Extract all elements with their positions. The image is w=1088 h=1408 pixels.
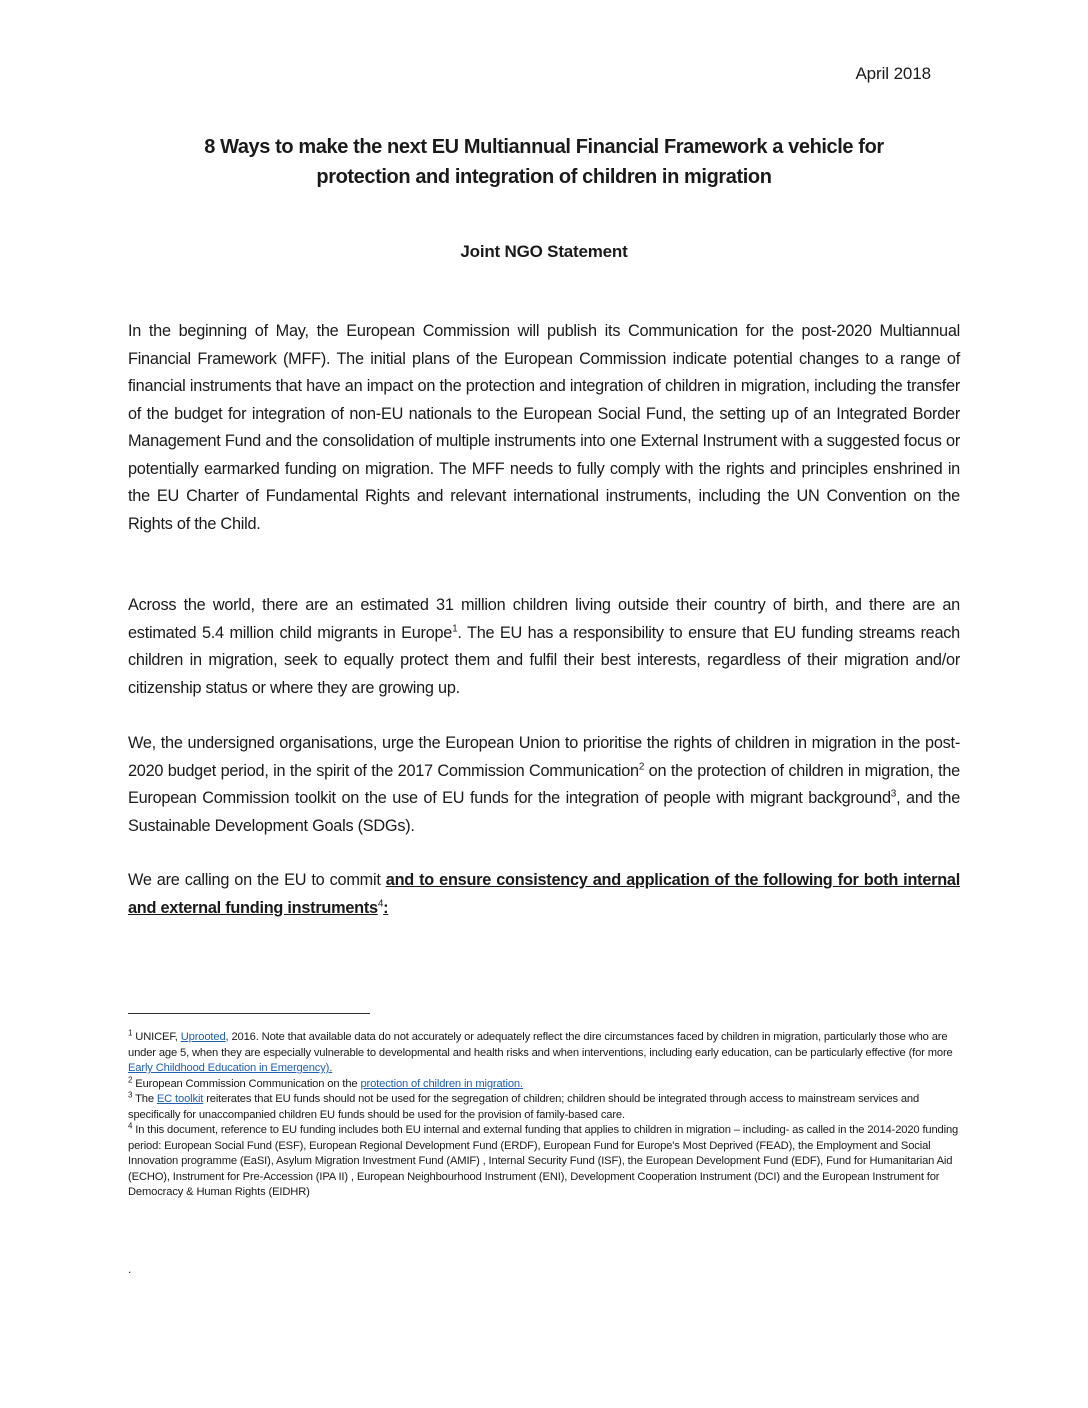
title-line-1: 8 Ways to make the next EU Multiannual Financial Framework a vehicle for — [204, 136, 884, 158]
emphasized-text: and to ensure consistency and application of the following for both internal and external funding instruments — [128, 871, 960, 917]
paragraph-statistics — [128, 592, 960, 702]
paragraph-urge — [128, 730, 960, 840]
paragraph-text: , and the Sustainable Development Goals (SDGs). — [128, 789, 961, 835]
document-date: April 2018 — [855, 64, 931, 83]
footnotes-section — [128, 1030, 960, 1201]
paragraph-calling — [128, 867, 960, 922]
footnote-ref-3[interactable]: 3 — [890, 788, 897, 800]
footnote-4 — [128, 1123, 960, 1201]
protection-children-link[interactable]: protection of children in migration. — [360, 1077, 523, 1090]
document-title — [128, 132, 960, 192]
footnote-3 — [128, 1092, 960, 1123]
title-line-2: protection and integration of children in migration — [316, 166, 772, 188]
paragraph-text: We, the undersigned organisations, urge the European Union to prioritise the rights of children in migration in the post-2020 budget period, in the spirit of the 2017 Commission Communication — [128, 734, 960, 780]
early-childhood-link[interactable]: Early Childhood Education in Emergency). — [128, 1062, 333, 1074]
emphasized-colon: : — [383, 898, 389, 917]
document-subtitle: Joint NGO Statement — [460, 242, 628, 261]
footnote-ref-1[interactable]: 1 — [452, 623, 458, 635]
footnote-text: reiterates that EU funds should not be used for the segregation of children; children should be integrated through access to mainstream services and specifically for unaccompanied children EU funds should be used for the provision of family-based care. — [128, 1093, 920, 1121]
paragraph-text: We are calling on the EU to commit — [128, 871, 386, 889]
footnote-1 — [128, 1030, 960, 1077]
footnote-text: In this document, reference to EU funding includes both EU internal and external funding that applies to children in migration – including- as called in the 2014-2020 funding period: European Social Fund (ESF), European Regional Development Fund (ERDF), European Fund for Europe's Most Deprived (FEAD), the Employment and Social Innovation programme (EaSI), Asylum Migration Investment Fund (AMIF) , Internal Security Fund (ISF), the European Development Fund (EDF), Fund for Humanitarian Aid (ECHO), Instrument for Pre-Accession (IPA II) , European Neighbourhood Instrument (ENI), Development Cooperation Instrument (DCI) and the European Instrument for Democracy & Human Rights (EIDHR) — [128, 1124, 959, 1198]
uprooted-link[interactable]: Uprooted — [180, 1031, 226, 1043]
footnote-text: UNICEF, — [132, 1031, 181, 1043]
footnote-number: 3 — [128, 1090, 133, 1100]
stray-mark: . — [128, 1262, 132, 1276]
footnote-text: The — [132, 1093, 157, 1105]
paragraph-text: Across the world, there are an estimated 31 million children living outside their country of birth, and there are an estimated 5.4 million child migrants in Europe — [128, 596, 960, 642]
footnote-number: 4 — [128, 1121, 133, 1131]
footnote-number: 1 — [128, 1028, 133, 1038]
paragraph-intro: In the beginning of May, the European Commission will publish its Communication for the post-2020 Multiannual Financial Framework (MFF). The initial plans of the European Commission indicate potential changes to a range of financial instruments that have an impact on the protection and integration of children in migration, including the transfer of the budget for integration of non-EU nationals to the European Social Fund, the setting up of an Integrated Border Management Fund and the consolidation of multiple instruments into one External Instrument with a suggested focus or potentially earmarked funding on migration. The MFF needs to fully comply with the rights and principles enshrined in the EU Charter of Fundamental Rights and relevant international instruments, including the UN Convention on the Rights of the Child. — [128, 322, 960, 533]
ec-toolkit-link[interactable]: EC toolkit — [156, 1093, 204, 1105]
footnote-text: , 2016. Note that available data do not accurately or adequately reflect the dire circumstances faced by children in migration, particularly those who are under age 5, when they are especially vulnerable to developmental and health risks and when interventions, including early education, can be particularly effective (for more — [128, 1031, 953, 1059]
footnote-text: European Commission Communication on the — [132, 1077, 361, 1090]
footnote-divider — [128, 1013, 370, 1014]
footnote-ref-4[interactable]: 4 — [377, 898, 384, 910]
footnote-ref-2[interactable]: 2 — [638, 761, 645, 773]
footnote-number: 2 — [128, 1074, 133, 1084]
footnote-2 — [128, 1074, 960, 1093]
paragraph-text: . The EU has a responsibility to ensure that EU funding streams reach children in migration, seek to equally protect them and fulfil their best interests, regardless of their migration and/or citizenship status or where they are growing up. — [128, 623, 960, 697]
paragraph-text: on the protection of children in migration, the European Commission toolkit on the use of EU funds for the integration of people with migrant background — [128, 761, 960, 807]
